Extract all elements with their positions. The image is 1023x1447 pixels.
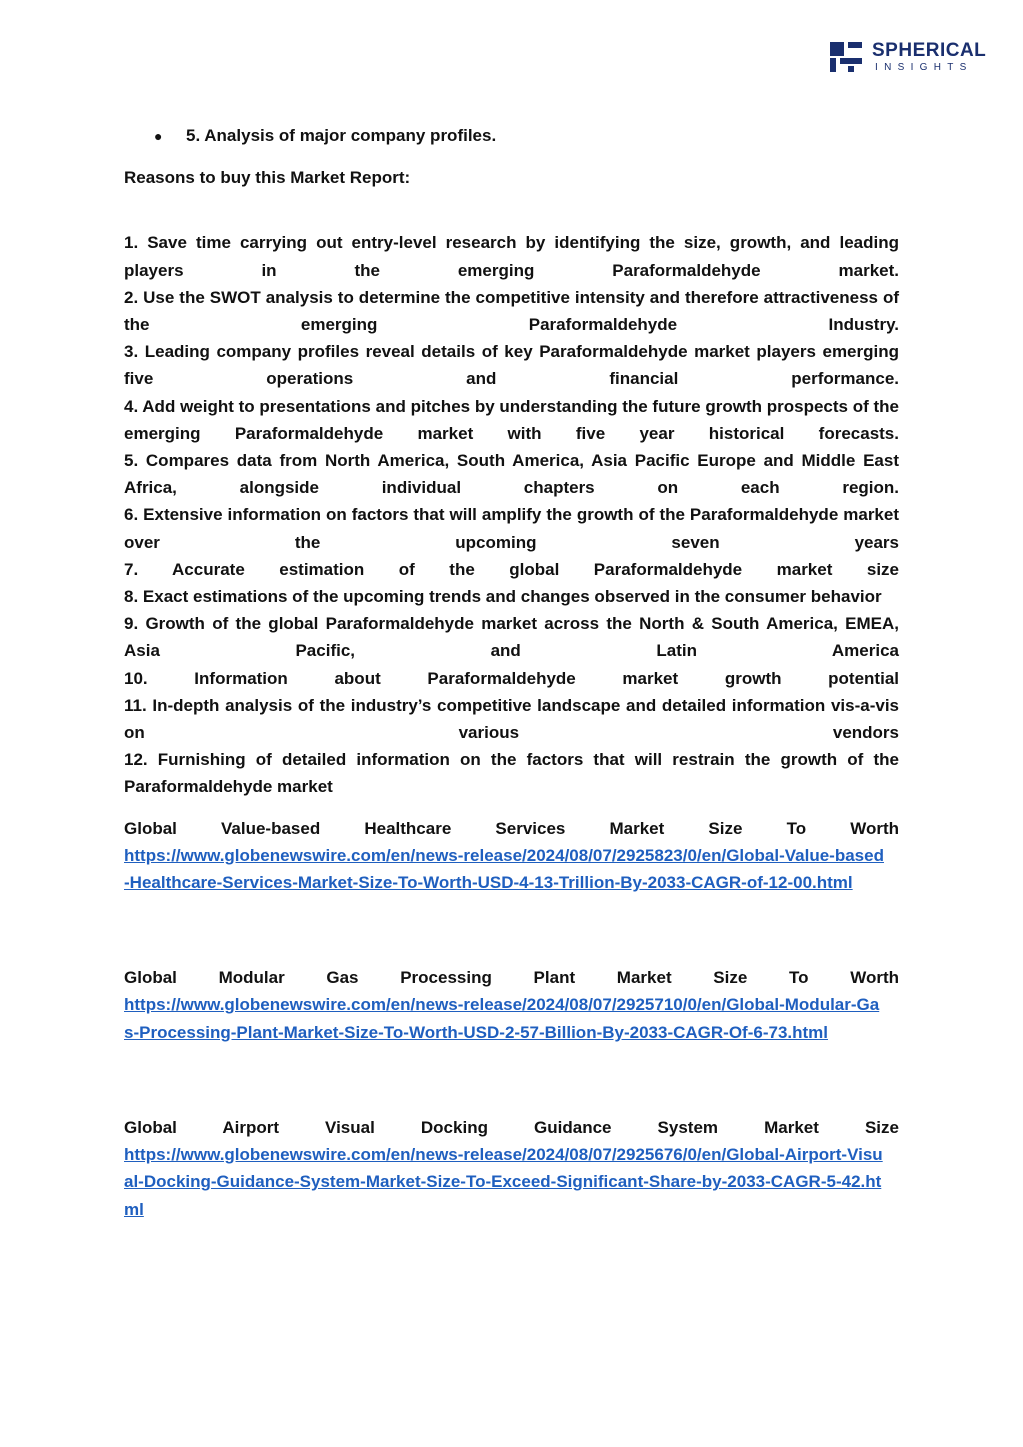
bullet-item <box>154 122 899 150</box>
bullet-item-text: 5. Analysis of major company profiles. <box>186 126 497 145</box>
reason-item: 12. Furnishing of detailed information on the factors that will restrain the growth of the Paraformaldehyde market <box>124 750 899 797</box>
reference-title: Global Airport Visual Docking Guidance System Market Size <box>124 1117 899 1137</box>
reasons-heading: Reasons to buy this Market Report: <box>124 168 411 188</box>
reference-block <box>124 1114 899 1223</box>
reference-title: Global Modular Gas Processing Plant Market Size To Worth <box>124 968 899 988</box>
spherical-insights-logo <box>830 40 995 76</box>
reason-item: 5. Compares data from North America, South America, Asia Pacific Europe and Middle East Africa, alongside individual chapters on each region. <box>124 451 899 498</box>
reference-link[interactable]: https://www.globenewswire.com/en/news-release/2024/08/07/2925676/0/en/Global-Airport-Visual-Docking-Guidance-System-Market-Size-To-Exceed-Significant-Share-by-2033-CAGR-5-42.html <box>124 1145 883 1219</box>
reference-title: Global Value-based Healthcare Services Market Size To Worth <box>124 818 899 838</box>
reason-item: 7. Accurate estimation of the global Paraformaldehyde market size <box>124 559 899 579</box>
reasons-list <box>124 229 899 800</box>
reason-item: 6. Extensive information on factors that will amplify the growth of the Paraformaldehyde market over the upcoming seven years <box>124 505 899 552</box>
reason-item: 11. In-depth analysis of the industry’s competitive landscape and detailed information vis-a-vis on various vendors <box>124 695 899 743</box>
reason-item: 1. Save time carrying out entry-level research by identifying the size, growth, and leading players in the emerging Paraformaldehyde market. <box>124 233 899 280</box>
reason-item: 8. Exact estimations of the upcoming trends and changes observed in the consumer behavior <box>124 587 882 607</box>
reason-item: 10. Information about Paraformaldehyde market growth potential <box>124 668 899 688</box>
document-body <box>124 122 899 1223</box>
reference-link[interactable]: https://www.globenewswire.com/en/news-release/2024/08/07/2925710/0/en/Global-Modular-Gas-Processing-Plant-Market-Size-To-Worth-USD-2-57-Billion-By-2033-CAGR-Of-6-73.html <box>124 995 880 1042</box>
bullet-dot-icon: ● <box>154 128 163 144</box>
reference-block <box>124 815 899 897</box>
reason-item: 4. Add weight to presentations and pitches by understanding the future growth prospects of the emerging Paraformaldehyde market with five year historical forecasts. <box>124 396 899 443</box>
reference-block <box>124 964 899 1046</box>
reference-link[interactable]: https://www.globenewswire.com/en/news-release/2024/08/07/2925823/0/en/Global-Value-based-Healthcare-Services-Market-Size-To-Worth-USD-4-13-Trillion-By-2033-CAGR-of-12-00.html <box>124 845 884 893</box>
logo-name-line2: INSIGHTS <box>875 62 973 73</box>
reason-item: 9. Growth of the global Paraformaldehyde market across the North & South America, EMEA, Asia Pacific, and Latin America <box>124 614 899 661</box>
reason-item: 3. Leading company profiles reveal details of key Paraformaldehyde market players emerging five operations and financial performance. <box>124 342 899 389</box>
reason-item: 2. Use the SWOT analysis to determine the competitive intensity and therefore attractiveness of the emerging Paraformaldehyde Industry. <box>124 287 899 335</box>
logo-name-line1: SPHERICAL <box>872 40 987 61</box>
logo-mark-icon <box>830 40 864 74</box>
